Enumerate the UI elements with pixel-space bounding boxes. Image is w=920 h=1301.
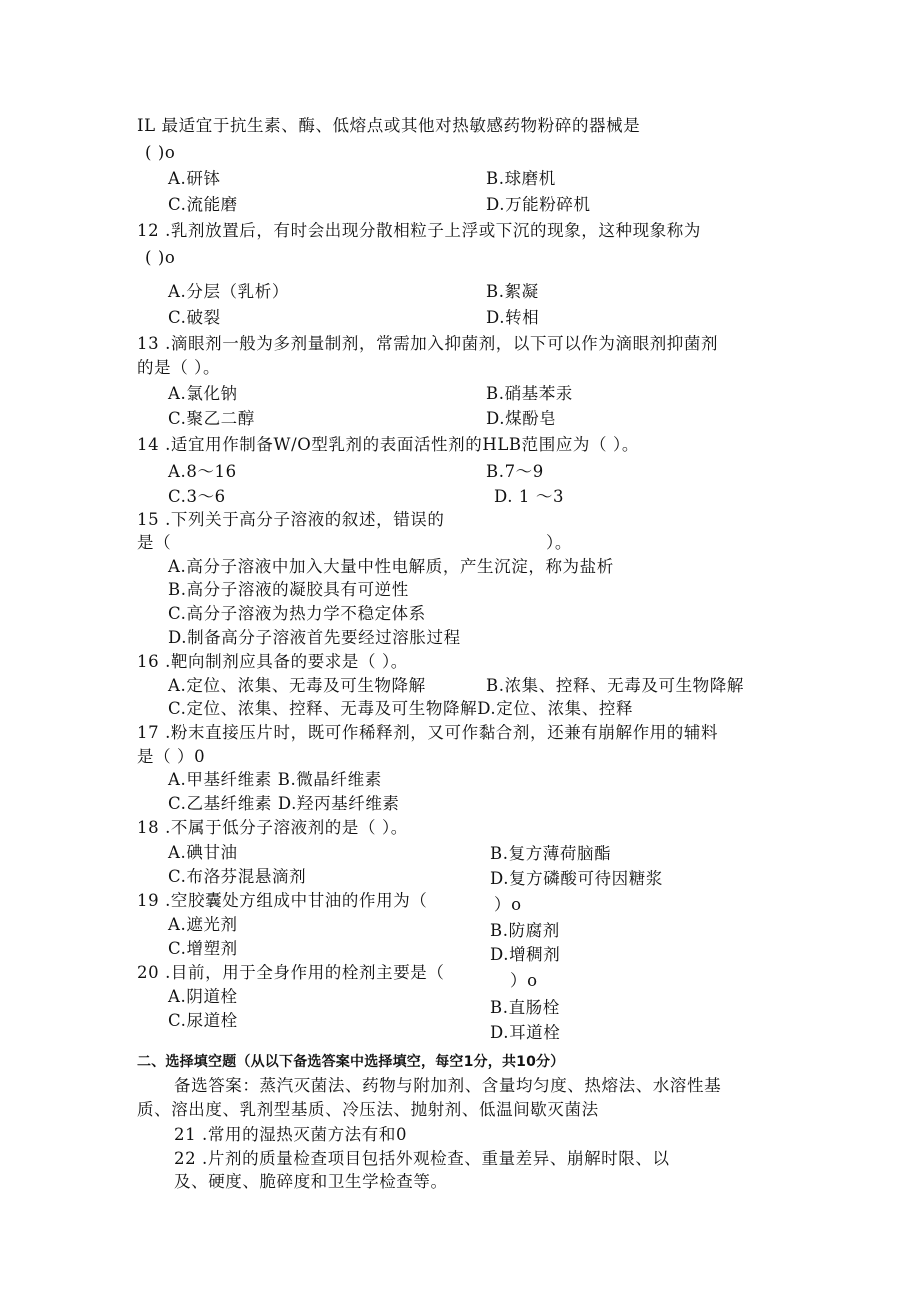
q22-line2: 及、硬度、脆碎度和卫生学检查等。 [174, 1172, 448, 1191]
q16-option-a: A.定位、浓集、无毒及可生物降解 [168, 676, 426, 695]
q19-option-a: A.遮光剂 [168, 915, 238, 934]
q16-option-c: C.定位、浓集、控释、无毒及可生物降解D.定位、浓集、控释 [168, 699, 634, 718]
q17-options-cd: C.乙基纤维素 D.羟丙基纤维素 [168, 794, 400, 813]
section2-candidates-line2: 质、溶出度、乳剂型基质、冷压法、抛射剂、低温间歇灭菌法 [137, 1100, 599, 1119]
q19-option-d: D.增稠剂 [490, 945, 561, 964]
q14-option-a: A.8～16 [168, 462, 237, 481]
q16-stem: 16 .靶向制剂应具备的要求是（ ）。 [137, 652, 408, 671]
q18-option-a: A.碘甘油 [168, 843, 238, 862]
q18-option-b: B.复方薄荷脑酯 [490, 844, 612, 863]
q13-stem-cont: 的是（ ）。 [137, 358, 221, 377]
q15-stem-end: ）。 [546, 533, 572, 552]
q11-option-d: D.万能粉碎机 [486, 195, 591, 214]
q19-option-b: B.防腐剂 [490, 921, 560, 940]
q12-option-a: A.分层（乳析） [168, 282, 289, 301]
q20-option-b: B.直肠栓 [490, 998, 560, 1017]
q18-option-d: D.复方磷酸可待因糖浆 [490, 869, 663, 888]
q17-stem-cont: 是（ ）0 [137, 747, 206, 766]
q20-option-a: A.阴道栓 [168, 987, 238, 1006]
q19-option-c: C.增塑剂 [168, 939, 238, 958]
q14-option-d: D. 1 ～3 [494, 487, 565, 506]
q20-stem: 20 .目前，用于全身作用的栓剂主要是（ [137, 963, 445, 982]
q21: 21 .常用的湿热灭菌方法有和0 [174, 1125, 408, 1144]
q20-option-d-clipped: D.耳道栓 [490, 1023, 561, 1042]
q11-option-c: C.流能磨 [168, 195, 238, 214]
q17-options-ab: A.甲基纤维素 B.微晶纤维素 [168, 770, 382, 789]
q11-option-a: A.研钵 [168, 169, 221, 188]
q14-option-b: B.7～9 [486, 462, 544, 481]
q22-line1: 22 .片剂的质量检查项目包括外观检查、重量差异、崩解时限、以 [174, 1149, 670, 1168]
q12-option-d: D.转相 [486, 308, 540, 327]
q16-option-b: B.浓集、控释、无毒及可生物降解 [486, 676, 744, 695]
q15-option-c: C.高分子溶液为热力学不稳定体系 [168, 604, 426, 623]
q11-option-b: B.球磨机 [486, 169, 556, 188]
q13-option-b: B.硝基苯汞 [486, 384, 573, 403]
q20-option-c: C.尿道栓 [168, 1011, 238, 1030]
q13-option-c: C.聚乙二醇 [168, 409, 255, 428]
section2-title: 二、选择填空题（从以下备选答案中选择填空，每空1分，共10分） [137, 1054, 565, 1070]
q13-option-d: D.煤酚皂 [486, 409, 557, 428]
q20-blank: ）o [510, 971, 538, 990]
q12-option-b: B.絮凝 [486, 282, 539, 301]
q13-option-a: A.氯化钠 [168, 384, 238, 403]
q13-stem: 13 .滴眼剂一般为多剂量制剂，常需加入抑菌剂，以下可以作为滴眼剂抑菌剂 [137, 334, 719, 353]
q15-option-d: D.制备高分子溶液首先要经过溶胀过程 [168, 628, 461, 647]
q12-blank: ( )o [145, 248, 176, 267]
q18-option-c: C.布洛芬混悬滴剂 [168, 867, 307, 886]
q12-stem: 12 .乳剂放置后，有时会出现分散相粒子上浮或下沉的现象，这种现象称为 [137, 221, 702, 240]
q17-stem: 17 .粉末直接压片时，既可作稀释剂，又可作黏合剂，还兼有崩解作用的辅料 [137, 723, 719, 742]
q14-option-c: C.3～6 [168, 487, 226, 506]
q15-option-b: B.高分子溶液的凝胶具有可逆性 [168, 580, 409, 599]
q15-option-a: A.高分子溶液中加入大量中性电解质，产生沉淀，称为盐析 [168, 557, 614, 576]
q11-stem: IL 最适宜于抗生素、酶、低熔点或其他对热敏感药物粉碎的器械是 [137, 116, 641, 135]
q15-stem-cont: 是（ [137, 533, 172, 552]
q11-blank: ( )o [145, 143, 176, 162]
q15-stem: 15 .下列关于高分子溶液的叙述，错误的 [137, 510, 445, 529]
q19-blank: ）o [494, 895, 522, 914]
q12-option-c: C.破裂 [168, 308, 221, 327]
q18-stem: 18 .不属于低分子溶液剂的是（ ）。 [137, 818, 408, 837]
q19-stem: 19 .空胶囊处方组成中甘油的作用为（ [137, 891, 428, 910]
q14-stem: 14 .适宜用作制备W/O型乳剂的表面活性剂的HLB范围应为（ ）。 [137, 435, 639, 454]
section2-candidates-line1: 备选答案：蒸汽灭菌法、药物与附加剂、含量均匀度、热熔法、水溶性基 [174, 1076, 722, 1095]
